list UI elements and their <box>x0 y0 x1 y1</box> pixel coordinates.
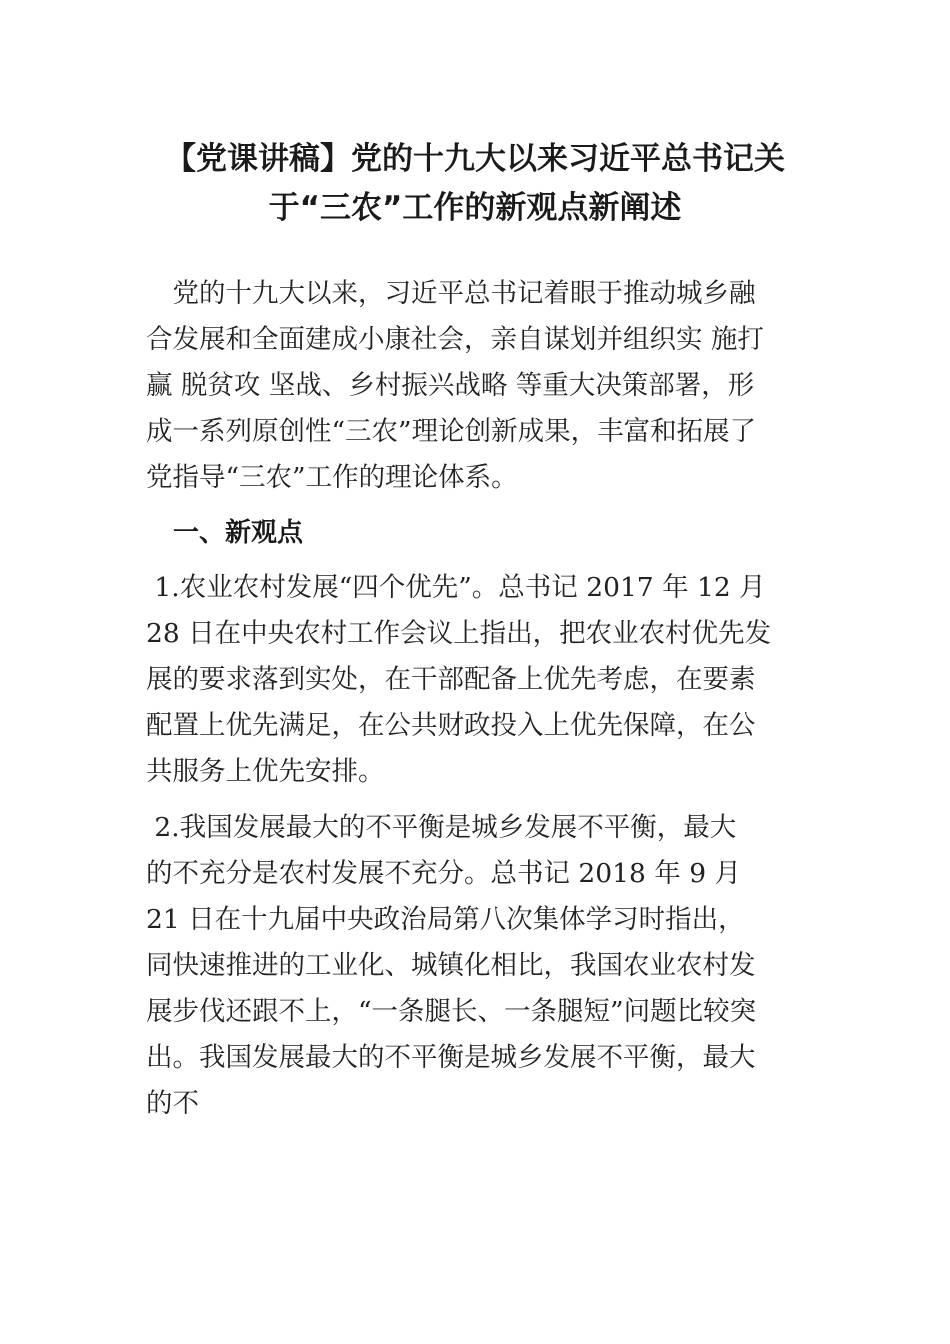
point-2-line: 的不充分是农村发展不充分。总书记 2018 年 9 月 <box>146 858 741 889</box>
point-2-line: 21 日在十九届中央政治局第八次集体学习时指出， <box>146 904 745 935</box>
point-1-line: 1.农业农村发展“四个优先”。总书记 2017 年 12 月 <box>146 572 766 603</box>
point-2-line: 展步伐还跟不上，“一条腿长、一条腿短”问题比较突 <box>146 996 757 1027</box>
document-title-line-1: 【党课讲稿】党的十九大以来习近平总书记关 <box>165 141 785 177</box>
point-2-line: 的不 <box>146 1088 199 1119</box>
point-2-line: 2.我国发展最大的不平衡是城乡发展不平衡，最大 <box>146 812 737 843</box>
point-1-line: 配置上优先满足，在公共财政投入上优先保障，在公 <box>146 710 756 741</box>
intro-paragraph-line: 党的十九大以来，习近平总书记着眼于推动城乡融 <box>146 278 756 309</box>
intro-paragraph-line: 赢 脱贫攻 坚战、乡村振兴战略 等重大决策部署，形 <box>146 370 755 401</box>
section-heading: 一、新观点 <box>173 518 304 548</box>
point-2-line: 同快速推进的工业化、城镇化相比，我国农业农村发 <box>146 950 756 981</box>
document-title-line-2: 于“三农”工作的新观点新阐述 <box>268 190 682 226</box>
point-1-line: 28 日在中央农村工作会议上指出，把农业农村优先发 <box>146 618 772 649</box>
point-1-line: 展的要求落到实处，在干部配备上优先考虑，在要素 <box>146 664 756 695</box>
intro-paragraph-line: 党指导“三农”工作的理论体系。 <box>146 462 518 493</box>
intro-paragraph-line: 成一系列原创性“三农”理论创新成果，丰富和拓展了 <box>146 416 757 447</box>
point-2-line: 出。我国发展最大的不平衡是城乡发展不平衡，最大 <box>146 1042 756 1073</box>
point-1-line: 共服务上优先安排。 <box>146 756 385 787</box>
intro-paragraph-line: 合发展和全面建成小康社会，亲自谋划并组织实 施打 <box>146 324 764 355</box>
